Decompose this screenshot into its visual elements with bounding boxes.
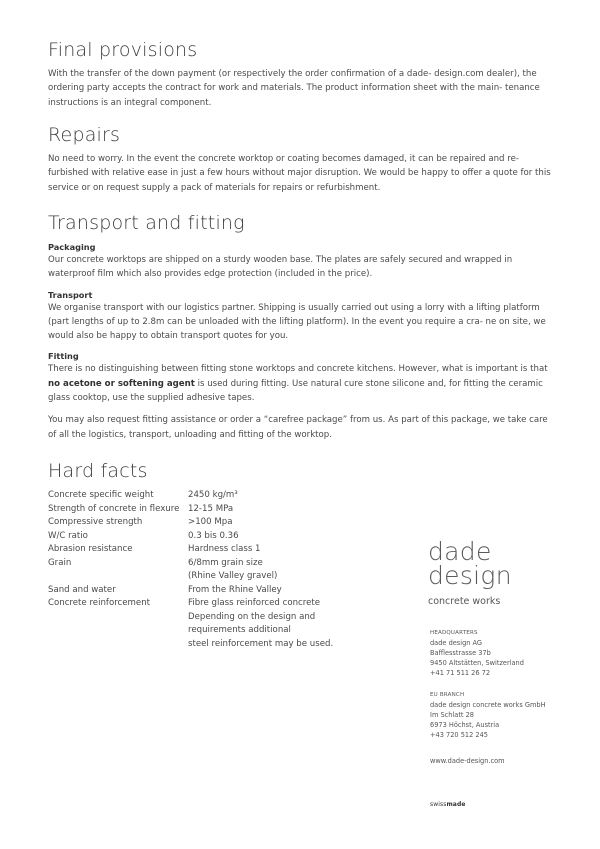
headquarters-label: HEADQUARTERS: [430, 630, 478, 636]
fact-value: 6/8mm grain size: [188, 557, 263, 568]
address-line: 9450 Altstätten, Switzerland: [430, 659, 524, 667]
hard-facts-table: [48, 489, 368, 651]
fact-row: [48, 503, 368, 517]
fact-row: [48, 543, 368, 557]
fact-row: [48, 516, 368, 530]
fact-row: [48, 597, 368, 611]
fact-value: Fibre glass reinforced concrete: [188, 598, 321, 608]
address-line: Im Schlatt 28: [430, 711, 474, 719]
fact-row: [48, 611, 368, 625]
fact-value: steel reinforcement may be used.: [188, 638, 334, 649]
fact-value: 2450 kg/m³: [188, 490, 238, 500]
repairs-body: No need to worry. In the event the concrete worktop or coating becomes damaged, it can be repaired and re- furbished with relative ease in just a few hours without major disruption. We would be happy to offer a quote for this service or on request supply a pack of materials for repairs or refurbishment.: [48, 154, 551, 193]
fact-key: [48, 570, 188, 584]
headquarters-address: [430, 628, 590, 678]
carefree-package-body: You may also request fitting assistance or order a “carefree package” from us. As part of this package, we take care of all the logistics, transport, unloading and fitting of the worktop.: [48, 415, 548, 440]
final-provisions-section: [48, 39, 553, 110]
address-line: 6973 Höchst, Austria: [430, 721, 500, 729]
repairs-title: Repairs: [48, 124, 121, 146]
hard-facts-section: [48, 460, 553, 482]
address-line: dade design AG: [430, 639, 483, 647]
packaging-body: Our concrete worktops are shipped on a sturdy wooden base. The plates are safely secured and wrapped in waterproof film which also provides edge protection (included in the price).: [48, 255, 513, 280]
fact-value: 0.3 bis 0.36: [188, 530, 239, 541]
final-provisions-title: Final provisions: [48, 39, 198, 61]
fact-row: [48, 570, 368, 584]
fitting-body-bold: no acetone or softening agent: [48, 378, 195, 389]
fact-key: Strength of concrete in flexure: [48, 503, 180, 514]
fact-row: [48, 530, 368, 544]
fact-row: [48, 584, 368, 598]
fact-key: Compressive strength: [48, 517, 143, 527]
hard-facts-title: Hard facts: [48, 460, 148, 482]
fitting-body: [48, 362, 553, 405]
eu-branch-address: [430, 690, 590, 740]
fact-row: [48, 624, 368, 638]
logo-line-1: dade: [428, 537, 492, 566]
fact-row: [48, 557, 368, 571]
fact-key: [48, 638, 188, 652]
transport-title: Transport and fitting: [48, 212, 245, 234]
final-provisions-body: With the transfer of the down payment (or respectively the order confirmation of a dade- design.com dealer), the ordering party accepts the contract for work and materials. The product information sheet with the main- tenance instructions is an integral component.: [48, 69, 540, 108]
fact-key: [48, 611, 188, 625]
fact-row: [48, 489, 368, 503]
fact-key: Sand and water: [48, 584, 116, 595]
fact-key: Abrasion resistance: [48, 544, 133, 554]
transport-section: [48, 212, 553, 442]
eu-branch-label: EU BRANCH: [430, 692, 465, 698]
fact-key: Concrete specific weight: [48, 490, 154, 500]
fitting-heading: Fitting: [48, 351, 79, 362]
fact-key: Concrete reinforcement: [48, 598, 151, 608]
repairs-section: [48, 124, 553, 195]
address-line: Bafflesstrasse 37b: [430, 649, 491, 657]
dade-design-logo: [428, 537, 512, 607]
phone-line: +41 71 511 26 72: [430, 669, 491, 677]
fitting-body-part1: There is no distinguishing between fitting stone worktops and concrete kitchens. However, what is important is that: [48, 364, 548, 375]
logo-subtitle: concrete works: [428, 596, 501, 607]
fact-key: Grain: [48, 557, 72, 568]
logo-line-2: design: [428, 561, 512, 590]
swissmade-logo: [430, 801, 466, 808]
fact-key: [48, 624, 188, 638]
fact-value: (Rhine Valley gravel): [188, 571, 278, 581]
fact-value: requirements additional: [188, 625, 291, 635]
fact-value: From the Rhine Valley: [188, 584, 282, 595]
website-link[interactable]: www.dade-design.com: [430, 757, 505, 765]
fact-value: >100 Mpa: [188, 517, 233, 527]
swissmade-part-1: swiss: [430, 801, 447, 808]
swissmade-part-2: made: [446, 801, 466, 808]
fact-value: Hardness class 1: [188, 544, 261, 554]
fact-value: 12-15 MPa: [188, 503, 234, 514]
fact-value: Depending on the design and: [188, 611, 316, 622]
packaging-heading: Packaging: [48, 242, 96, 252]
fact-row: [48, 638, 368, 652]
fitting-body-part2: is used during fitting. Use natural cure stone silicone and, for fitting the ceramic glass cooktop, use the supplied adhesive tapes.: [48, 378, 543, 404]
transport-heading: Transport: [48, 289, 93, 300]
phone-line: +43 720 512 245: [430, 731, 488, 739]
website-block: [430, 756, 590, 766]
fact-key: W/C ratio: [48, 530, 88, 541]
address-line: dade design concrete works GmbH: [430, 701, 546, 709]
transport-body: We organise transport with our logistics partner. Shipping is usually carried out using a lorry with a lifting platform (part lengths of up to 2.8m can be unloaded with the lifting platform). In the event you require a cra- ne on site, we would also be happy to obtain transport quotes for you.: [48, 302, 546, 342]
